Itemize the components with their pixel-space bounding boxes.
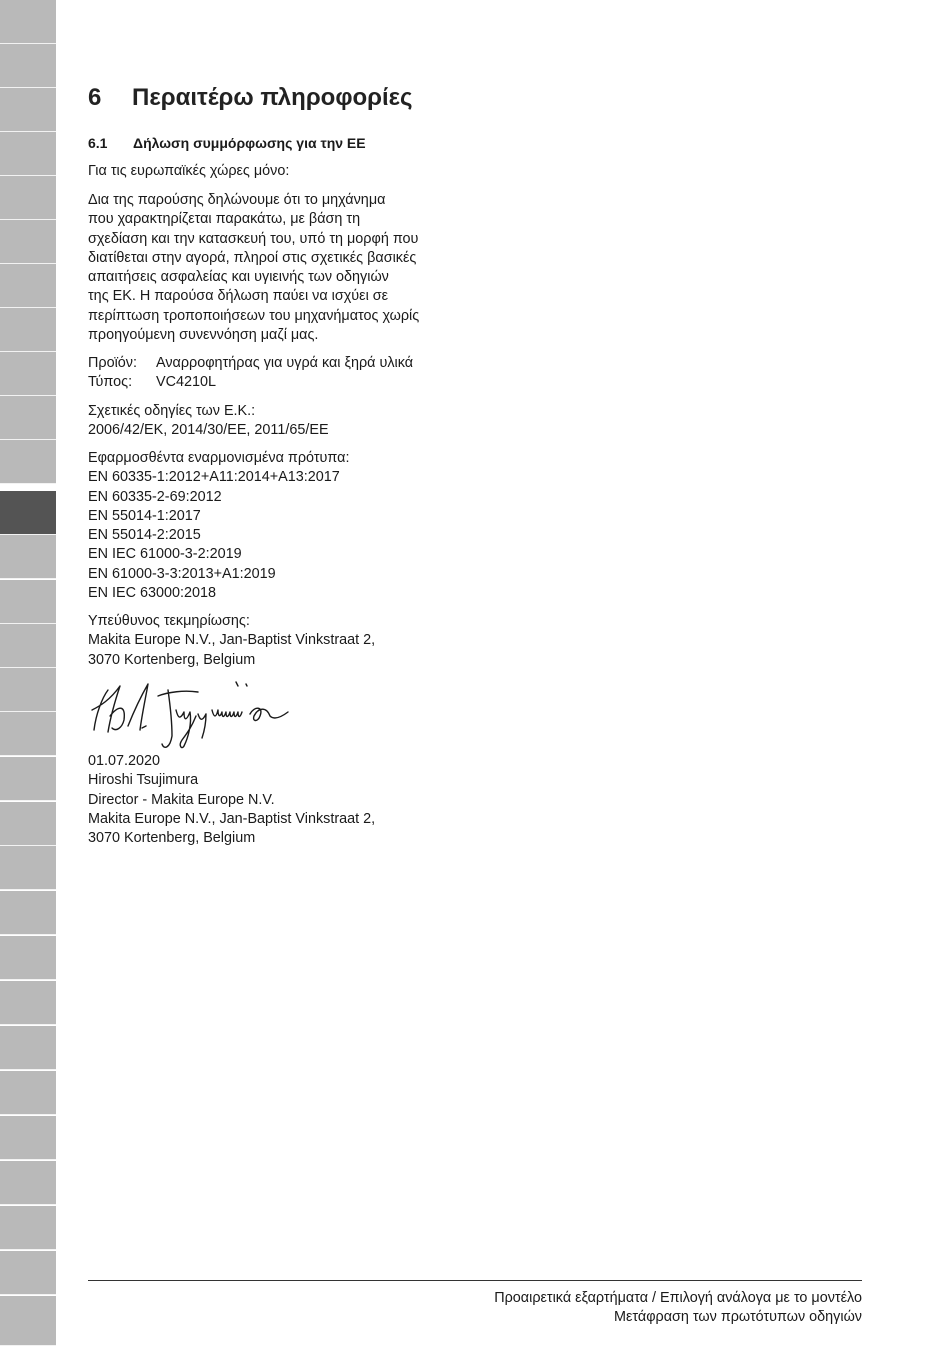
side-tab [0,1251,56,1295]
declaration-line: σχεδίαση και την κατασκευή του, υπό τη μορφή που [88,230,419,247]
section-number: 6.1 [88,135,108,151]
documentation-heading: Υπεύθυνος τεκμηρίωσης: [88,613,250,629]
section-heading [88,135,366,151]
declaration-line: που χαρακτηρίζεται παρακάτω, με βάση τη [88,211,361,228]
side-tab [0,624,56,668]
side-tab [0,44,56,88]
side-tab [0,308,56,352]
side-tab [0,802,56,846]
standard-item: EN 60335-2-69:2012 [88,488,222,505]
documentation-line: Makita Europe N.V., Jan-Baptist Vinkstraat 2, [88,632,376,649]
standards-heading: Εφαρμοσθέντα εναρμονισμένα πρότυπα: [88,450,350,466]
page-footer [494,1289,862,1327]
directives-heading: Σχετικές οδηγίες των Ε.Κ.: [88,403,256,419]
side-tab [0,132,56,176]
signatory-position: Director - Makita Europe N.V. [88,791,275,808]
side-tab [0,1206,56,1250]
directives-block [88,402,329,441]
side-tab [0,1161,56,1205]
side-tab [0,981,56,1025]
declaration-line: διατίθεται στην αγορά, πληροί στις σχετικές βασικές [88,249,417,266]
documentation-block [88,612,375,670]
side-tab [0,176,56,220]
type-value: VC4210L [156,374,217,391]
side-tab [0,1296,56,1346]
standard-item: EN 60335-1:2012+A11:2014+A13:2017 [88,469,340,486]
side-tab [0,846,56,890]
type-label: Τύπος: [88,374,133,391]
section-title: Δήλωση συμμόρφωσης για την ΕΕ [133,135,366,151]
chapter-number: 6 [88,84,102,111]
side-tab [0,757,56,801]
product-value: Αναρροφητήρας για υγρά και ξηρά υλικά [156,355,414,371]
documentation-line: 3070 Kortenberg, Belgium [88,651,256,668]
scope-text: Για τις ευρωπαϊκές χώρες μόνο: [88,163,290,179]
side-tab-strip [0,0,56,1346]
standard-item: EN 61000-3-3:2013+A1:2019 [88,565,276,582]
standards-block [88,449,349,603]
side-tab [0,936,56,980]
product-info [88,354,413,393]
declaration-line: Δια της παρούσης δηλώνουμε ότι το μηχάνημα [88,192,386,208]
footer-line-2: Μετάφραση των πρωτότυπων οδηγιών [613,1309,862,1325]
side-tab [0,1071,56,1115]
side-tab [0,891,56,935]
side-tab-active [0,491,56,535]
side-tab [0,352,56,396]
side-tab [0,668,56,712]
signature-date: 01.07.2020 [88,753,161,769]
signatory-block [88,752,375,848]
side-tab [0,264,56,308]
side-tab [0,1116,56,1160]
directives-list: 2006/42/EK, 2014/30/EE, 2011/65/EE [88,422,329,439]
standard-item: EN 55014-2:2015 [88,527,201,544]
signatory-name: Hiroshi Tsujimura [88,772,199,789]
side-tab [0,220,56,264]
declaration-line: προηγούμενη συνεννόηση μαζί μας. [88,327,319,344]
declaration-line: της ΕΚ. Η παρούσα δήλωση παύει να ισχύει σε [88,288,389,305]
standard-item: EN IEC 63000:2018 [88,585,217,602]
standard-item: EN 55014-1:2017 [88,507,201,524]
side-tab [0,88,56,132]
side-tab [0,580,56,624]
signature-icon [88,676,303,752]
declaration-paragraph [88,191,419,345]
side-tab [0,535,56,579]
chapter-title: Περαιτέρω πληροφορίες [132,84,413,111]
footer-divider [88,1280,862,1281]
signatory-address: 3070 Kortenberg, Belgium [88,830,256,847]
signatory-address: Makita Europe N.V., Jan-Baptist Vinkstraat 2, [88,810,376,827]
side-tab [0,396,56,440]
side-tab [0,1026,56,1070]
footer-line-1: Προαιρετικά εξαρτήματα / Επιλογή ανάλογα με το μοντέλο [494,1290,862,1306]
chapter-heading [88,84,413,112]
declaration-line: περίπτωση τροποποιήσεων του μηχανήματος χωρίς [88,307,420,324]
declaration-line: απαιτήσεις ασφαλείας και υγιεινής των οδηγιών [88,269,389,286]
standard-item: EN IEC 61000-3-2:2019 [88,546,242,563]
side-tab [0,712,56,756]
product-label: Προϊόν: [88,355,137,371]
side-tab [0,0,56,44]
side-tab [0,440,56,484]
